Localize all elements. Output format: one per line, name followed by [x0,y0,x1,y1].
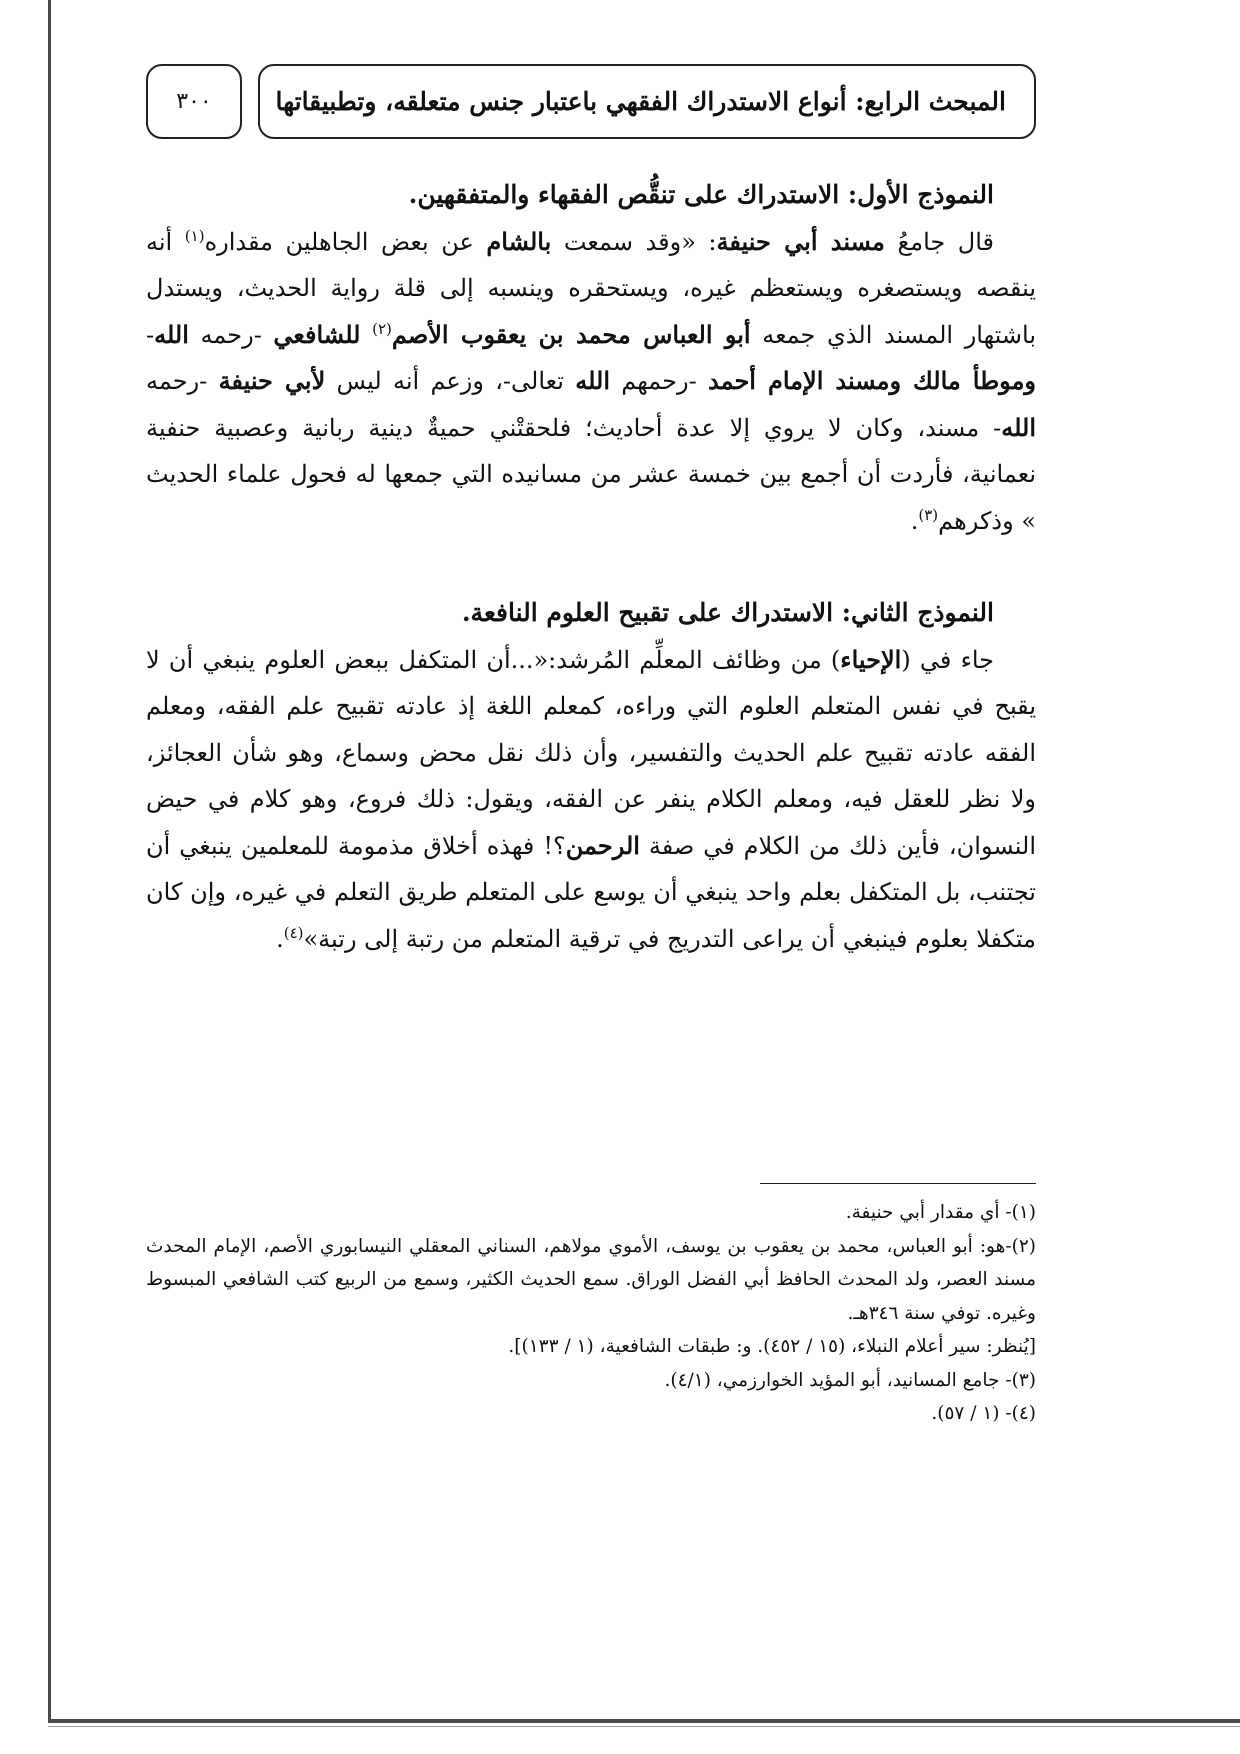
page-frame-bottom-border [48,1719,1240,1723]
footnote-separator [760,1183,1036,1184]
section1-paragraph: قال جامعُ مسند أبي حنيفة: «وقد سمعت بالشام عن بعض الجاهلين مقداره$^{(١)}$ أنه ينقصه ويستصغره ويستعظم غيره، ويستحقره وينسبه إلى قلة رواية الحديث، ويستدل باشتهار المسند الذي جمعه أبو العباس محمد بن يعقوب الأصم$^{(٢)}$ للشافعي -رحمه الله- وموطأ مالك ومسند الإمام أحمد -رحمهم الله تعالى-، وزعم أنه ليس لأبي حنيفة -رحمه الله- مسند، وكان لا يروي إلا عدة أحاديث؛ فلحقتْني حميةٌ دينية ربانية وعصبية حنفية نعمانية، فأردت أن أجمع بين خمسة عشر من مسانيده التي جمعها له فحول علماء الحديث » وذكرهم$^{(٣)}$. [146,226,1037,535]
footnote-ref-2[interactable]: (٢) [372,319,392,338]
footnote-ref-3[interactable]: (٣) [918,505,939,524]
page-number: ٣٠٠ [146,64,242,139]
page-frame-left-border [48,0,51,1722]
section2-paragraph: جاء في (الإحياء) من وظائف المعلِّم المُرشد:«...أن المتكفل ببعض العلوم ينبغي أن لا يقبح في نفس المتعلم العلوم التي وراءه، كمعلم اللغة إذ عادته تقبيح علم الفقه، ومعلم الفقه عادته تقبيح علم الحديث والتفسير، وأن ذلك نقل محض وسماع، وهو شأن العجائز، ولا نظر للعقل فيه، ومعلم الكلام ينفر عن الفقه، ويقول: ذلك فروع، وهو كلام في حيض النسوان، فأين ذلك من الكلام في صفة الرحمن؟! فهذه أخلاق مذمومة للمعلمين ينبغي أن تجتنب، بل المتكفل بعلم واحد ينبغي أن يوسع على المتعلم طريق التعلم في غيره، وإن كان متكفلا بعلوم فينبغي أن يراعى التدريج في ترقية المتعلم من رتبة إلى رتبة»$^{(٤)}$. [146,644,1037,953]
section2-heading: النموذج الثاني: الاستدراك على تقبيح العلوم النافعة. [461,598,994,627]
footnotes [146,1196,1036,1431]
footnote-1: (١)- أي مقدار أبي حنيفة. [845,1202,1036,1223]
chapter-title: المبحث الرابع: أنواع الاستدراك الفقهي باعتبار جنس متعلقه، وتطبيقاتها [275,87,1006,116]
footnote-2: (٢)-هو: أبو العباس، محمد بن يعقوب بن يوسف، الأموي مولاهم، السناني المعقلي النيسابوري الأصم، الإمام المحدث مسند العصر، ولد المحدث الحافظ أبي الفضل الوراق. سمع الحديث الكثير، وسمع من الربيع كتب الشافعي المبسوط وغيره. توفي سنة ٣٤٦هـ. [146,1235,1036,1324]
footnote-3: (٣)- جامع المسانيد، أبو المؤيد الخوارزمي، (٤/١). [664,1369,1036,1391]
footnote-4: (٤)- (١ / ٥٧). [931,1403,1036,1424]
footnote-2-reference: [يُنظر: سير أعلام النبلاء، (١٥ / ٤٥٢). و: طبقات الشافعية، (١ / ١٣٣)]. [508,1336,1036,1357]
chapter-title-header [258,64,1036,139]
main-text [146,172,1036,962]
section-gap [146,544,1036,590]
footnote-ref-1[interactable]: (١) [184,226,205,245]
section1-heading: النموذج الأول: الاستدراك على تنقُّص الفقهاء والمتفقهين. [408,180,994,209]
page-frame-bottom-rule [48,1726,1240,1727]
footnote-ref-4[interactable]: (٤) [283,923,304,942]
